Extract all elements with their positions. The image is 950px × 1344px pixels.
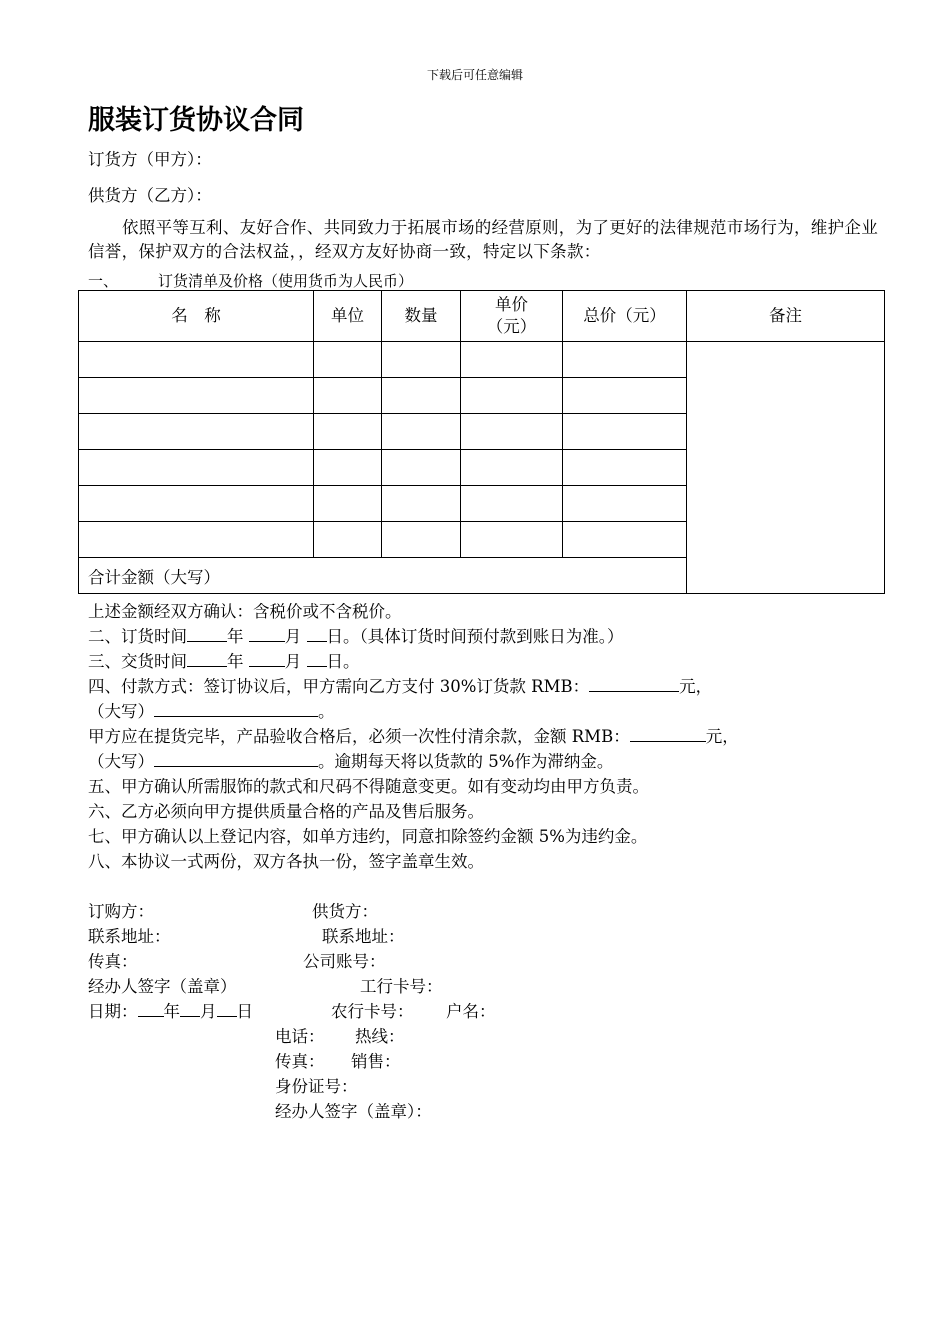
intro-paragraph: 依照平等互利、友好合作、共同致力于拓展市场的经营原则，为了更好的法律规范市场行为，维护企业信誉，保护双方的合法权益，，经双方友好协商一致，特定以下条款： (88, 218, 878, 261)
balance-end: 。逾期每天将以货款的 5%作为滞纳金。 (318, 752, 614, 771)
cell-quantity[interactable] (382, 342, 461, 378)
date-year-unit: 年 (163, 1002, 180, 1021)
payment-end: 。 (318, 702, 335, 721)
hotline-label: 热线： (355, 1027, 405, 1046)
delivery-time-prefix: 三、交货时间 (88, 652, 187, 671)
company-account-label: 公司账号： (303, 952, 386, 971)
cell-unit[interactable] (314, 378, 382, 414)
clause-6: 六、乙方必须向甲方提供质量合格的产品及售后服务。 (88, 802, 484, 821)
account-name-label: 户名： (446, 1002, 496, 1021)
payment-unit: 元， (679, 677, 713, 696)
clause-8: 八、本协议一式两份，双方各执一份，签字盖章生效。 (88, 852, 484, 871)
cell-unit-price[interactable] (461, 378, 563, 414)
cell-name[interactable] (79, 486, 314, 522)
cell-name[interactable] (79, 414, 314, 450)
party-b-label: 供货方（乙方）： (88, 186, 212, 205)
balance-upper-blank[interactable] (154, 750, 318, 767)
header-name: 名 称 (79, 291, 314, 342)
cell-name[interactable] (79, 342, 314, 378)
cell-total-price[interactable] (563, 450, 687, 486)
section-1-heading (88, 270, 413, 291)
order-day-unit: 日。 (326, 627, 360, 646)
delivery-day-blank[interactable] (307, 650, 327, 667)
payment-upper-line (88, 698, 335, 722)
buyer-address-label: 联系地址： (88, 927, 171, 946)
header-remarks: 备注 (687, 291, 885, 342)
delivery-day-unit: 日。 (326, 652, 360, 671)
date-day-unit: 日 (236, 1002, 253, 1021)
payment-upper-label: （大写） (88, 702, 154, 721)
balance-amount-blank[interactable] (630, 725, 706, 742)
payment-amount-blank[interactable] (589, 675, 679, 692)
total-amount-label: 合计金额（大写） (79, 558, 687, 594)
order-time-prefix: 二、订货时间 (88, 627, 187, 646)
cell-quantity[interactable] (382, 414, 461, 450)
party-a-label: 订货方（甲方）： (88, 150, 212, 169)
delivery-year-blank[interactable] (187, 650, 227, 667)
date-label: 日期： (88, 1002, 138, 1021)
cell-quantity[interactable] (382, 522, 461, 558)
delivery-time-clause (88, 648, 360, 672)
page-title: 服装订货协议合同 (88, 105, 304, 136)
delivery-month-blank[interactable] (249, 650, 285, 667)
cell-total-price[interactable] (563, 342, 687, 378)
header-note: 下载后可任意编辑 (426, 68, 523, 82)
header-unit-price: 单价（元） (461, 291, 563, 342)
table-row (79, 342, 885, 378)
balance-unit: 元， (705, 727, 739, 746)
cell-unit-price[interactable] (461, 414, 563, 450)
balance-clause (88, 723, 739, 747)
order-month-blank[interactable] (249, 625, 285, 642)
order-year-unit: 年 (227, 627, 244, 646)
cell-quantity[interactable] (382, 378, 461, 414)
cell-unit[interactable] (314, 450, 382, 486)
date-line (88, 998, 253, 1022)
cell-total-price[interactable] (563, 378, 687, 414)
date-month-unit: 月 (200, 1002, 217, 1021)
delivery-month-unit: 月 (284, 652, 302, 671)
buyer-fax-label: 传真： (88, 952, 138, 971)
order-day-blank[interactable] (307, 625, 327, 642)
balance-upper-label: （大写） (88, 752, 154, 771)
cell-remarks[interactable] (687, 342, 885, 594)
supplier-label: 供货方： (312, 902, 378, 921)
date-year-blank[interactable] (138, 1000, 164, 1017)
icbc-card-label: 工行卡号： (360, 977, 443, 996)
phone-label: 电话： (275, 1027, 325, 1046)
buyer-signer-label: 经办人签字（盖章） (88, 977, 237, 996)
cell-unit[interactable] (314, 486, 382, 522)
date-month-blank[interactable] (180, 1000, 200, 1017)
order-time-clause (88, 623, 624, 647)
cell-unit[interactable] (314, 414, 382, 450)
payment-prefix: 四、付款方式：签订协议后，甲方需向乙方支付 30%订货款 RMB： (88, 677, 590, 696)
cell-quantity[interactable] (382, 486, 461, 522)
section-1-number: 一、 (88, 272, 119, 290)
balance-prefix: 甲方应在提货完毕，产品验收合格后，必须一次性付清余款，金额 RMB： (88, 727, 630, 746)
supplier-address-label: 联系地址： (322, 927, 405, 946)
id-card-label: 身份证号： (275, 1077, 358, 1096)
cell-unit-price[interactable] (461, 486, 563, 522)
sales-label: 销售： (351, 1052, 401, 1071)
cell-total-price[interactable] (563, 486, 687, 522)
cell-unit[interactable] (314, 342, 382, 378)
clause-5: 五、甲方确认所需服饰的款式和尺码不得随意变更。如有变动均由甲方负责。 (88, 777, 649, 796)
header-quantity: 数量 (382, 291, 461, 342)
order-year-blank[interactable] (187, 625, 227, 642)
buyer-label: 订购方： (88, 902, 154, 921)
header-unit: 单位 (314, 291, 382, 342)
abc-card-label: 农行卡号： (331, 1002, 414, 1021)
header-total-price: 总价（元） (563, 291, 687, 342)
cell-unit-price[interactable] (461, 522, 563, 558)
cell-quantity[interactable] (382, 450, 461, 486)
cell-name[interactable] (79, 450, 314, 486)
supplier-fax-label: 传真： (275, 1052, 325, 1071)
order-month-unit: 月 (284, 627, 302, 646)
cell-unit-price[interactable] (461, 342, 563, 378)
payment-clause (88, 673, 712, 697)
cell-unit-price[interactable] (461, 450, 563, 486)
table-header-row (79, 291, 885, 342)
tax-clause: 上述金额经双方确认：含税价或不含税价。 (88, 602, 402, 621)
cell-name[interactable] (79, 522, 314, 558)
balance-upper-line (88, 748, 613, 772)
clause-7: 七、甲方确认以上登记内容，如单方违约，同意扣除签约金额 5%为违约金。 (88, 827, 648, 846)
cell-unit[interactable] (314, 522, 382, 558)
cell-total-price[interactable] (563, 414, 687, 450)
order-table (78, 290, 885, 594)
date-day-blank[interactable] (217, 1000, 237, 1017)
section-1-label: 订货清单及价格（使用货币为人民币） (158, 272, 414, 290)
delivery-year-unit: 年 (227, 652, 244, 671)
supplier-signer-label: 经办人签字（盖章）： (275, 1102, 432, 1121)
cell-name[interactable] (79, 378, 314, 414)
order-time-note: （具体订货时间预付款到账日为准。） (359, 627, 624, 646)
payment-upper-blank[interactable] (154, 700, 318, 717)
cell-total-price[interactable] (563, 522, 687, 558)
